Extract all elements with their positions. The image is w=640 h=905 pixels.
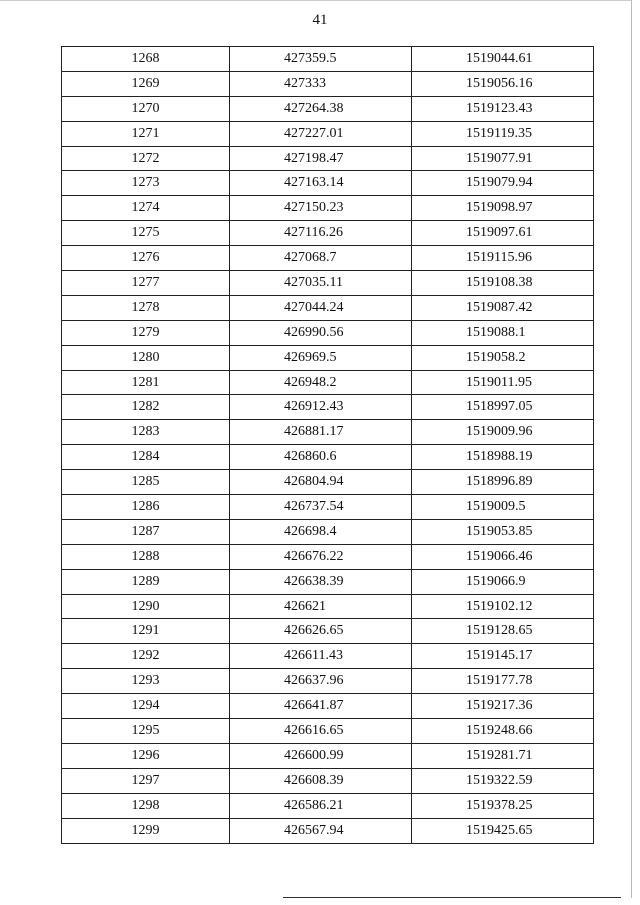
x-coordinate-cell: 426567.94 — [230, 818, 412, 843]
table-row — [62, 544, 594, 569]
y-coordinate-cell: 1519217.36 — [412, 694, 594, 719]
x-coordinate-cell: 427044.24 — [230, 295, 412, 320]
table-row — [62, 519, 594, 544]
x-coordinate-cell: 427035.11 — [230, 271, 412, 296]
x-coordinate-cell: 426860.6 — [230, 445, 412, 470]
point-number-cell: 1276 — [62, 246, 230, 271]
y-coordinate-cell: 1519098.97 — [412, 196, 594, 221]
y-coordinate-cell: 1519009.96 — [412, 420, 594, 445]
point-number-cell: 1279 — [62, 320, 230, 345]
coordinates-table — [61, 46, 594, 844]
y-coordinate-cell: 1519248.66 — [412, 719, 594, 744]
y-coordinate-cell: 1519115.96 — [412, 246, 594, 271]
y-coordinate-cell: 1519011.95 — [412, 370, 594, 395]
y-coordinate-cell: 1519145.17 — [412, 644, 594, 669]
x-coordinate-cell: 427264.38 — [230, 96, 412, 121]
table-row — [62, 768, 594, 793]
table-row — [62, 470, 594, 495]
coordinates-table-body — [62, 47, 594, 844]
x-coordinate-cell: 426600.99 — [230, 743, 412, 768]
x-coordinate-cell: 426641.87 — [230, 694, 412, 719]
y-coordinate-cell: 1519097.61 — [412, 221, 594, 246]
x-coordinate-cell: 426611.43 — [230, 644, 412, 669]
y-coordinate-cell: 1519119.35 — [412, 121, 594, 146]
x-coordinate-cell: 427333 — [230, 71, 412, 96]
x-coordinate-cell: 427163.14 — [230, 171, 412, 196]
x-coordinate-cell: 426804.94 — [230, 470, 412, 495]
x-coordinate-cell: 427359.5 — [230, 47, 412, 72]
point-number-cell: 1296 — [62, 743, 230, 768]
x-coordinate-cell: 426616.65 — [230, 719, 412, 744]
y-coordinate-cell: 1519066.46 — [412, 544, 594, 569]
point-number-cell: 1273 — [62, 171, 230, 196]
point-number-cell: 1285 — [62, 470, 230, 495]
x-coordinate-cell: 426948.2 — [230, 370, 412, 395]
y-coordinate-cell: 1519053.85 — [412, 519, 594, 544]
y-coordinate-cell: 1519077.91 — [412, 146, 594, 171]
page-number: 41 — [312, 12, 328, 28]
table-row — [62, 47, 594, 72]
x-coordinate-cell: 426737.54 — [230, 495, 412, 520]
y-coordinate-cell: 1518996.89 — [412, 470, 594, 495]
table-row — [62, 146, 594, 171]
table-row — [62, 793, 594, 818]
x-coordinate-cell: 426698.4 — [230, 519, 412, 544]
x-coordinate-cell: 427227.01 — [230, 121, 412, 146]
point-number-cell: 1295 — [62, 719, 230, 744]
y-coordinate-cell: 1519123.43 — [412, 96, 594, 121]
point-number-cell: 1293 — [62, 669, 230, 694]
x-coordinate-cell: 426881.17 — [230, 420, 412, 445]
table-row — [62, 370, 594, 395]
point-number-cell: 1288 — [62, 544, 230, 569]
scan-top-edge — [0, 0, 632, 1]
table-row — [62, 121, 594, 146]
point-number-cell: 1291 — [62, 619, 230, 644]
y-coordinate-cell: 1519108.38 — [412, 271, 594, 296]
point-number-cell: 1283 — [62, 420, 230, 445]
table-row — [62, 71, 594, 96]
table-row — [62, 818, 594, 843]
point-number-cell: 1268 — [62, 47, 230, 72]
y-coordinate-cell: 1519281.71 — [412, 743, 594, 768]
point-number-cell: 1287 — [62, 519, 230, 544]
table-row — [62, 221, 594, 246]
point-number-cell: 1286 — [62, 495, 230, 520]
x-coordinate-cell: 426586.21 — [230, 793, 412, 818]
table-row — [62, 345, 594, 370]
point-number-cell: 1270 — [62, 96, 230, 121]
table-row — [62, 246, 594, 271]
x-coordinate-cell: 426626.65 — [230, 619, 412, 644]
table-row — [62, 320, 594, 345]
table-row — [62, 271, 594, 296]
point-number-cell: 1297 — [62, 768, 230, 793]
x-coordinate-cell: 426637.96 — [230, 669, 412, 694]
y-coordinate-cell: 1518997.05 — [412, 395, 594, 420]
y-coordinate-cell: 1519378.25 — [412, 793, 594, 818]
point-number-cell: 1277 — [62, 271, 230, 296]
point-number-cell: 1290 — [62, 594, 230, 619]
point-number-cell: 1281 — [62, 370, 230, 395]
point-number-cell: 1298 — [62, 793, 230, 818]
y-coordinate-cell: 1519102.12 — [412, 594, 594, 619]
x-coordinate-cell: 427116.26 — [230, 221, 412, 246]
y-coordinate-cell: 1519058.2 — [412, 345, 594, 370]
point-number-cell: 1292 — [62, 644, 230, 669]
point-number-cell: 1269 — [62, 71, 230, 96]
x-coordinate-cell: 426990.56 — [230, 320, 412, 345]
table-row — [62, 669, 594, 694]
y-coordinate-cell: 1519322.59 — [412, 768, 594, 793]
y-coordinate-cell: 1519425.65 — [412, 818, 594, 843]
table-row — [62, 295, 594, 320]
y-coordinate-cell: 1518988.19 — [412, 445, 594, 470]
point-number-cell: 1289 — [62, 569, 230, 594]
table-row — [62, 171, 594, 196]
x-coordinate-cell: 426621 — [230, 594, 412, 619]
y-coordinate-cell: 1519088.1 — [412, 320, 594, 345]
scan-right-edge — [631, 0, 632, 898]
point-number-cell: 1275 — [62, 221, 230, 246]
point-number-cell: 1274 — [62, 196, 230, 221]
table-row — [62, 619, 594, 644]
y-coordinate-cell: 1519087.42 — [412, 295, 594, 320]
bottom-rule — [283, 897, 621, 898]
x-coordinate-cell: 426638.39 — [230, 569, 412, 594]
y-coordinate-cell: 1519044.61 — [412, 47, 594, 72]
point-number-cell: 1271 — [62, 121, 230, 146]
x-coordinate-cell: 426676.22 — [230, 544, 412, 569]
y-coordinate-cell: 1519056.16 — [412, 71, 594, 96]
table-row — [62, 569, 594, 594]
x-coordinate-cell: 426608.39 — [230, 768, 412, 793]
table-row — [62, 445, 594, 470]
point-number-cell: 1278 — [62, 295, 230, 320]
table-row — [62, 644, 594, 669]
x-coordinate-cell: 427198.47 — [230, 146, 412, 171]
table-row — [62, 420, 594, 445]
table-row — [62, 495, 594, 520]
table-row — [62, 395, 594, 420]
point-number-cell: 1284 — [62, 445, 230, 470]
y-coordinate-cell: 1519079.94 — [412, 171, 594, 196]
table-row — [62, 96, 594, 121]
x-coordinate-cell: 427068.7 — [230, 246, 412, 271]
point-number-cell: 1280 — [62, 345, 230, 370]
x-coordinate-cell: 427150.23 — [230, 196, 412, 221]
y-coordinate-cell: 1519177.78 — [412, 669, 594, 694]
y-coordinate-cell: 1519066.9 — [412, 569, 594, 594]
table-row — [62, 694, 594, 719]
table-row — [62, 719, 594, 744]
table-row — [62, 196, 594, 221]
x-coordinate-cell: 426969.5 — [230, 345, 412, 370]
table-row — [62, 594, 594, 619]
point-number-cell: 1282 — [62, 395, 230, 420]
x-coordinate-cell: 426912.43 — [230, 395, 412, 420]
point-number-cell: 1294 — [62, 694, 230, 719]
table-row — [62, 743, 594, 768]
point-number-cell: 1299 — [62, 818, 230, 843]
y-coordinate-cell: 1519128.65 — [412, 619, 594, 644]
y-coordinate-cell: 1519009.5 — [412, 495, 594, 520]
point-number-cell: 1272 — [62, 146, 230, 171]
